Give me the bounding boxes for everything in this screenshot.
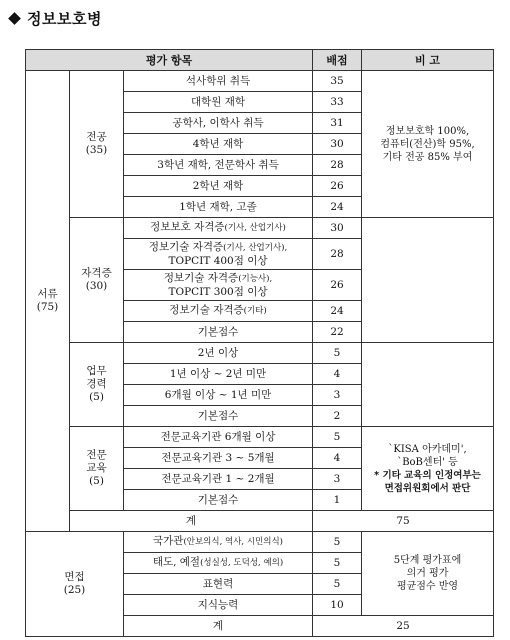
item-cell: 1학년 재학, 고졸	[124, 197, 313, 218]
score-cell: 4	[313, 364, 362, 385]
table-row	[26, 343, 494, 364]
item-cell: 3학년 재학, 전문학사 취득	[124, 155, 313, 176]
sum-score: 75	[313, 511, 494, 532]
item-cell: 정보기술 자격증(기사, 산업기사), TOPCIT 400점 이상	[124, 239, 313, 270]
item-cell: 2년 이상	[124, 343, 313, 364]
item-cell: 기본점수	[124, 490, 313, 511]
sum-label: 계	[124, 616, 313, 637]
item-cell: 정보기술 자격증(기능사), TOPCIT 300점 이상	[124, 270, 313, 301]
item-cell: 정보기술 자격증(기타)	[124, 301, 313, 322]
major-remark: 정보보호학 100%, 컴퓨터(전산)학 95%, 기타 전공 85% 부여	[362, 71, 494, 218]
table-row	[26, 532, 494, 553]
item-cell: 표현력	[124, 574, 313, 595]
score-cell: 24	[313, 197, 362, 218]
score-cell: 28	[313, 239, 362, 270]
item-cell: 6개월 이상 ~ 1년 미만	[124, 385, 313, 406]
item-cell: 태도, 예절(성실성, 도덕성, 예의)	[124, 553, 313, 574]
score-cell: 5	[313, 343, 362, 364]
header-score: 배점	[313, 50, 362, 71]
score-cell: 30	[313, 134, 362, 155]
score-cell: 33	[313, 92, 362, 113]
sum-score: 25	[313, 616, 494, 637]
score-cell: 35	[313, 71, 362, 92]
table-row	[26, 427, 494, 448]
score-cell: 26	[313, 270, 362, 301]
score-cell: 5	[313, 553, 362, 574]
item-cell: 지식능력	[124, 595, 313, 616]
score-cell: 5	[313, 532, 362, 553]
score-cell: 24	[313, 301, 362, 322]
score-cell: 1	[313, 490, 362, 511]
score-cell: 26	[313, 176, 362, 197]
score-cell: 22	[313, 322, 362, 343]
item-cell: 공학사, 이학사 취득	[124, 113, 313, 134]
score-cell: 3	[313, 469, 362, 490]
evaluation-table	[25, 49, 494, 637]
cert-remark	[362, 218, 494, 343]
score-cell: 4	[313, 448, 362, 469]
header-remark: 비 고	[362, 50, 494, 71]
item-cell: 국가관(안보의식, 역사, 시민의식)	[124, 532, 313, 553]
score-cell: 5	[313, 574, 362, 595]
page-title	[6, 8, 102, 29]
item-cell: 석사학위 취득	[124, 71, 313, 92]
edu-remark: `KISA 아카데미', `BoB센터' 등 * 기타 교육의 인정여부는 면접위원회에서 판단	[362, 427, 494, 511]
title-text: 정보보호병	[27, 10, 102, 28]
table-row	[26, 218, 494, 239]
score-cell: 10	[313, 595, 362, 616]
header-row	[26, 50, 494, 71]
interview-remark: 5단계 평가표에 의거 평가 평균점수 반영	[362, 532, 494, 616]
item-cell: 전문교육기관 3 ~ 5개월	[124, 448, 313, 469]
score-cell: 2	[313, 406, 362, 427]
table-row	[26, 71, 494, 92]
doc-sum-row	[26, 511, 494, 532]
edu-category: 전문 교육 (5)	[70, 427, 124, 511]
item-cell: 1년 이상 ~ 2년 미만	[124, 364, 313, 385]
interview-category: 면접 (25)	[26, 532, 124, 637]
item-cell: 4학년 재학	[124, 134, 313, 155]
career-remark	[362, 343, 494, 427]
header-item: 평가 항목	[26, 50, 313, 71]
major-category: 전공 (35)	[70, 71, 124, 218]
score-cell: 3	[313, 385, 362, 406]
diamond-bullet-icon	[8, 12, 21, 25]
item-cell: 기본점수	[124, 406, 313, 427]
item-cell: 정보보호 자격증(기사, 산업기사)	[124, 218, 313, 239]
item-cell: 전문교육기관 6개월 이상	[124, 427, 313, 448]
score-cell: 5	[313, 427, 362, 448]
score-cell: 28	[313, 155, 362, 176]
doc-category: 서류 (75)	[26, 71, 70, 532]
item-cell: 2학년 재학	[124, 176, 313, 197]
item-cell: 기본점수	[124, 322, 313, 343]
cert-category: 자격증 (30)	[70, 218, 124, 343]
item-cell: 전문교육기관 1 ~ 2개월	[124, 469, 313, 490]
item-cell: 대학원 재학	[124, 92, 313, 113]
score-cell: 30	[313, 218, 362, 239]
score-cell: 31	[313, 113, 362, 134]
career-category: 업무 경력 (5)	[70, 343, 124, 427]
sum-label: 계	[70, 511, 313, 532]
